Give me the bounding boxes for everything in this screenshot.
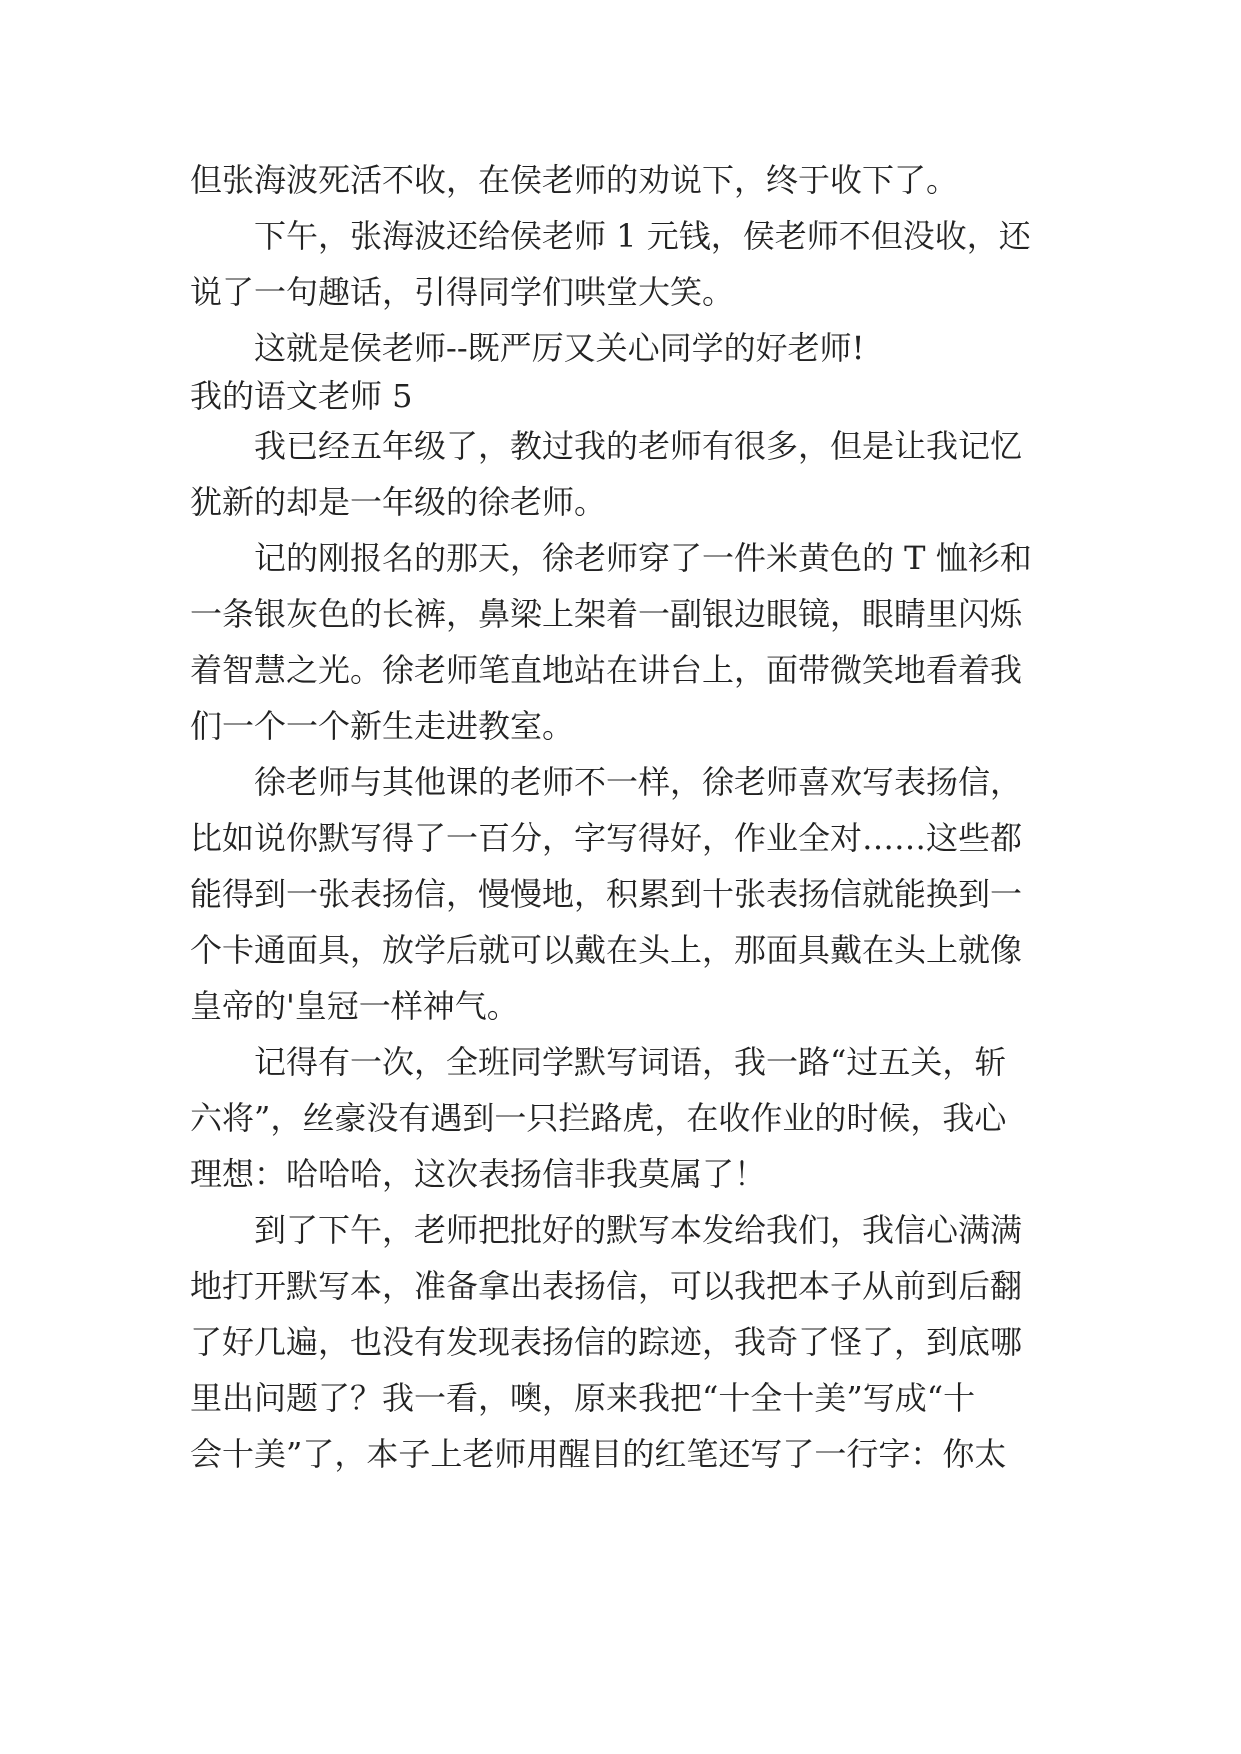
text-line: 们一个一个新生走进教室。 <box>190 707 575 745</box>
text-line: 地打开默写本，准备拿出表扬信，可以我把本子从前到后翻 <box>190 1267 1023 1305</box>
text-line: 能得到一张表扬信，慢慢地，积累到十张表扬信就能换到一 <box>190 875 1023 913</box>
text-line: 着智慧之光。徐老师笔直地站在讲台上，面带微笑地看着我 <box>190 651 1023 689</box>
text-line: 说了一句趣话，引得同学们哄堂大笑。 <box>190 273 735 311</box>
paragraph-first-line: 徐老师与其他课的老师不一样，徐老师喜欢写表扬信， <box>254 763 1023 801</box>
text-line: 会十美”了，本子上老师用醒目的红笔还写了一行字：你太 <box>190 1435 1007 1473</box>
text-line: 个卡通面具，放学后就可以戴在头上，那面具戴在头上就像 <box>190 931 1023 969</box>
paragraph-first-line: 到了下午，老师把批好的默写本发给我们，我信心满满 <box>254 1211 1023 1249</box>
paragraph-first-line: 下午，张海波还给侯老师 1 元钱，侯老师不但没收，还 <box>254 217 1031 255</box>
text-line: 了好几遍，也没有发现表扬信的踪迹，我奇了怪了，到底哪 <box>190 1323 1023 1361</box>
paragraph-first-line: 我已经五年级了，教过我的老师有很多，但是让我记忆 <box>254 427 1023 465</box>
text-line: 但张海波死活不收，在侯老师的劝说下，终于收下了。 <box>190 161 959 199</box>
text-line: 里出问题了？我一看，噢，原来我把“十全十美”写成“十 <box>190 1379 976 1417</box>
paragraph-first-line: 记得有一次，全班同学默写词语，我一路“过五关，斩 <box>254 1043 1007 1081</box>
paragraph-first-line: 记的刚报名的那天，徐老师穿了一件米黄色的 T 恤衫和 <box>254 539 1032 577</box>
text-line: 犹新的却是一年级的徐老师。 <box>190 483 607 521</box>
text-line: 比如说你默写得了一百分，字写得好，作业全对……这些都 <box>190 819 1023 857</box>
text-line: 六将”，丝豪没有遇到一只拦路虎，在收作业的时候，我心 <box>190 1099 1007 1137</box>
text-line: 一条银灰色的长裤，鼻梁上架着一副银边眼镜，眼睛里闪烁 <box>190 595 1023 633</box>
paragraph-first-line: 这就是侯老师--既严厉又关心同学的好老师! <box>254 329 865 367</box>
text-line: 皇帝的'皇冠一样神气。 <box>190 987 519 1025</box>
section-heading: 我的语文老师 5 <box>190 377 413 415</box>
text-line: 理想：哈哈哈，这次表扬信非我莫属了！ <box>190 1155 767 1193</box>
